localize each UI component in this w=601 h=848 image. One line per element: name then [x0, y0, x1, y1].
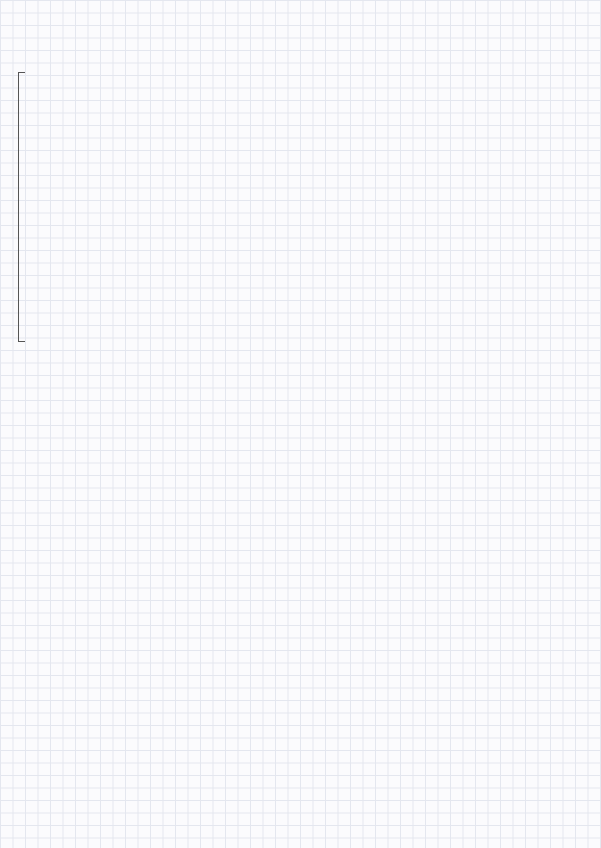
- theory-bracket: [18, 72, 25, 342]
